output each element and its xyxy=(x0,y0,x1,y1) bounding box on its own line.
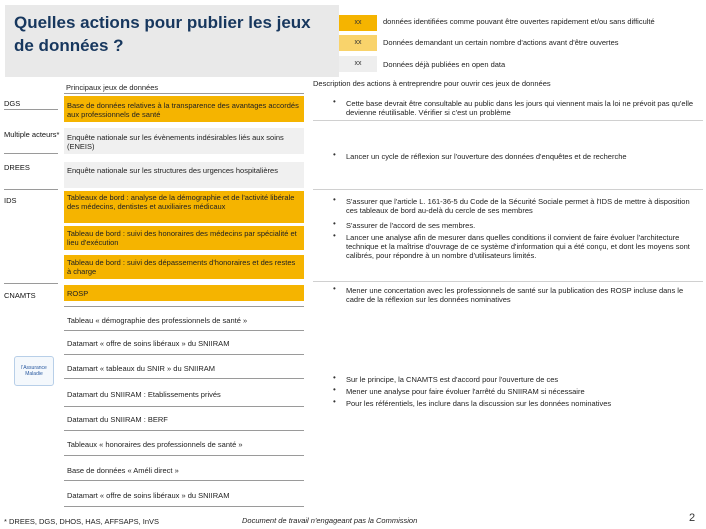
logo-text: l'Assurance Maladie xyxy=(21,365,47,377)
dataset-label: Base de données relatives à la transparence des avantages accordés aux professionnels de santé xyxy=(67,101,299,119)
row-divider xyxy=(64,480,304,481)
page-title: Quelles actions pour publier les jeux de données ? xyxy=(14,13,311,55)
dataset-label[interactable]: Tableaux « honoraires des professionnels de santé » xyxy=(67,440,243,449)
row-divider xyxy=(64,378,304,379)
footnote: * DREES, DGS, DHOS, HAS, AFFSAPS, InVS xyxy=(4,517,160,526)
separator xyxy=(4,109,58,110)
header-divider xyxy=(64,93,304,94)
dataset-label[interactable]: Datamart « offre de soins libéraux » du SNIIRAM xyxy=(67,491,230,500)
legend-swatch-published: xx xyxy=(339,56,377,72)
bullet: • xyxy=(333,231,336,240)
producer-multiple: Multiple acteurs* xyxy=(4,130,60,139)
separator xyxy=(4,153,58,154)
dataset-label[interactable]: Datamart « offre de soins libéraux » du SNIIRAM xyxy=(67,339,230,348)
producer-dgs: DGS xyxy=(4,99,21,108)
page-number: 2 xyxy=(689,512,696,524)
bullet: • xyxy=(333,97,336,106)
row-divider xyxy=(313,189,703,190)
row-divider xyxy=(64,455,304,456)
action-text: S'assurer de l'accord de ses membres. xyxy=(346,221,476,230)
bullet: • xyxy=(333,397,336,406)
action-text: Cette base devrait être consultable au public dans les jours qui viennent mais la loi ne prévoit pas qu'elle devienne réutilisable. Vérifier si c'est un problème xyxy=(346,99,694,118)
footer-disclaimer: Document de travail n'engageant pas la Commission xyxy=(242,516,418,525)
dataset-label: ROSP xyxy=(67,289,89,298)
row-divider xyxy=(64,406,304,407)
dataset-label[interactable]: Datamart du SNIIRAM : Etablissements privés xyxy=(67,390,221,399)
action-text: Sur le principe, la CNAMTS est d'accord pour l'ouverture de ces xyxy=(346,375,559,384)
separator xyxy=(4,283,58,284)
legend-swatch-ready: xx xyxy=(339,15,377,31)
row-divider xyxy=(313,120,703,121)
producer-ids: IDS xyxy=(4,196,17,205)
producer-cnamts: CNAMTS xyxy=(4,291,36,300)
header-actions: Description des actions à entreprendre pour ouvrir ces jeux de données xyxy=(313,79,551,88)
header-datasets: Principaux jeux de données xyxy=(66,83,159,92)
assurance-maladie-logo xyxy=(14,356,54,386)
bullet: • xyxy=(333,150,336,159)
row-divider xyxy=(313,281,703,282)
bullet: • xyxy=(333,195,336,204)
action-text: S'assurer que l'article L. 161-36-5 du Code de la Sécurité Sociale permet à l'IDS de mettre à disposition ces tableaux de bord au-delà du cercle de ses membres xyxy=(346,197,690,216)
dataset-label: Tableau de bord : suivi des dépassements d'honoraires et des restes à charge xyxy=(67,258,296,276)
legend-text-ready: données identifiées comme pouvant être ouvertes rapidement et/ou sans difficulté xyxy=(383,17,655,26)
legend-swatch-actions: xx xyxy=(339,35,377,51)
row-divider xyxy=(64,430,304,431)
action-text: Pour les référentiels, les inclure dans la discussion sur les données nominatives xyxy=(346,399,612,408)
dataset-label: Tableaux de bord : analyse de la démographie et de l'activité libérale des médecins, dentistes et auxiliaires médicaux xyxy=(67,193,295,211)
action-text: Mener une analyse pour faire évoluer l'arrêté du SNIIRAM si nécessaire xyxy=(346,387,585,396)
producer-drees: DREES xyxy=(4,163,30,172)
row-divider xyxy=(64,354,304,355)
dataset-label[interactable]: Datamart « tableaux du SNIR » du SNIIRAM xyxy=(67,364,215,373)
bullet: • xyxy=(333,219,336,228)
action-text: Mener une concertation avec les professionnels de santé sur la publication des ROSP incluse dans le cadre de la réflexion sur les données nominatives xyxy=(346,286,684,305)
legend-text-published: Données déjà publiées en open data xyxy=(383,60,506,69)
separator xyxy=(4,189,58,190)
dataset-label: Enquête nationale sur les évènements indésirables liés aux soins (ENEIS) xyxy=(67,133,284,151)
action-text: Lancer une analyse afin de mesurer dans quelles conditions il convient de faire évoluer l'architecture technique et la maîtrise d'ouvrage de ce système d'information qui a été conçu, et dont les moyens sont calibrés, pour répondre à un nombre d'utilisateurs limités. xyxy=(346,233,690,261)
action-text: Lancer un cycle de réflexion sur l'ouverture des données d'enquêtes et de recherche xyxy=(346,152,627,161)
dataset-label[interactable]: Base de données « Améli direct » xyxy=(67,466,179,475)
legend-text-actions: Données demandant un certain nombre d'actions avant d'être ouvertes xyxy=(383,38,619,47)
bullet: • xyxy=(333,284,336,293)
bullet: • xyxy=(333,373,336,382)
dataset-label: Tableau de bord : suivi des honoraires des médecins par spécialité et lieu d'exécution xyxy=(67,229,297,247)
dataset-label[interactable]: Datamart du SNIIRAM : BERF xyxy=(67,415,168,424)
bullet: • xyxy=(333,385,336,394)
dataset-label: Enquête nationale sur les structures des urgences hospitalières xyxy=(67,166,278,175)
row-divider xyxy=(64,506,304,507)
row-divider xyxy=(64,306,304,307)
dataset-label[interactable]: Tableau « démographie des professionnels de santé » xyxy=(67,316,248,325)
row-divider xyxy=(64,330,304,331)
